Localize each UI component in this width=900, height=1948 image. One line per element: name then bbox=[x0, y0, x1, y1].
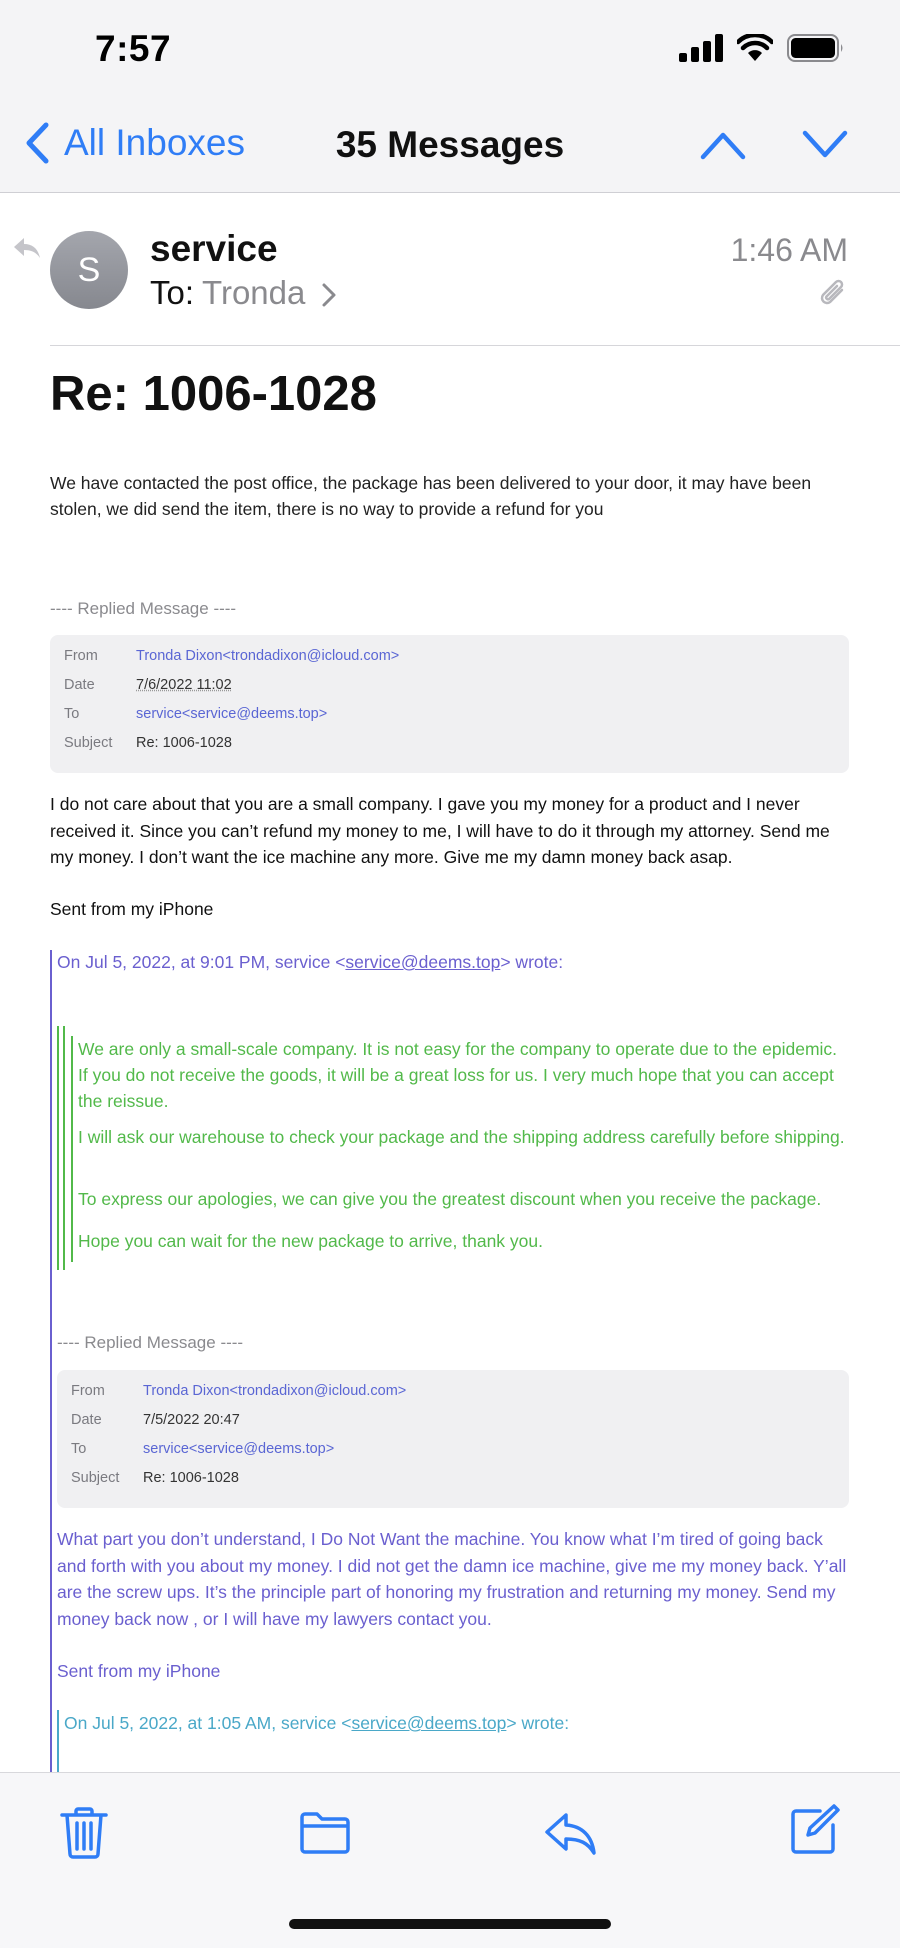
quoted-paragraph: To express our apologies, we can give you the greatest discount when you receive the package. bbox=[78, 1189, 822, 1209]
back-label: All Inboxes bbox=[64, 122, 245, 163]
meta-to[interactable]: service<service@deems.top> bbox=[136, 706, 328, 722]
quote-header bbox=[57, 949, 857, 975]
customer-message-body: I do not care about that you are a small company. I gave you my money for a product and I never received it. Since you can’t refund my money to me, I will have to do it through my attorney. Send me my money. I don’t want the ice machine any more. Give me my damn money back asap. bbox=[50, 794, 830, 867]
quote-bar bbox=[57, 1026, 59, 1270]
meta-key: Date bbox=[64, 677, 95, 693]
replied-message-header bbox=[50, 635, 849, 773]
reply-icon[interactable] bbox=[544, 1811, 596, 1857]
meta-key: Date bbox=[71, 1412, 102, 1428]
replied-indicator-icon bbox=[12, 236, 42, 260]
chevron-left-icon bbox=[24, 122, 50, 164]
quote-header-prefix: On Jul 5, 2022, at 1:05 AM, service < bbox=[64, 1713, 352, 1733]
chevron-right-icon bbox=[321, 282, 337, 308]
meta-key: To bbox=[64, 706, 80, 722]
meta-key: From bbox=[71, 1383, 105, 1399]
meta-subject: Re: 1006-1028 bbox=[136, 735, 232, 751]
status-time: 7:57 bbox=[95, 28, 172, 69]
quote-header-prefix: On Jul 5, 2022, at 9:01 PM, service < bbox=[57, 952, 346, 972]
home-indicator[interactable] bbox=[289, 1919, 611, 1929]
nav-title: 35 Messages bbox=[335, 124, 565, 165]
status-bar bbox=[0, 0, 900, 100]
recipient-name[interactable]: Tronda bbox=[202, 274, 306, 311]
meta-key: From bbox=[64, 648, 98, 664]
quote-bar bbox=[50, 950, 52, 1772]
previous-message-button[interactable] bbox=[700, 130, 746, 160]
meta-date: 7/5/2022 20:47 bbox=[143, 1412, 240, 1428]
compose-icon[interactable] bbox=[790, 1803, 840, 1855]
replied-message-header bbox=[57, 1370, 849, 1508]
quoted-signature: Sent from my iPhone bbox=[57, 1661, 221, 1681]
attachment-icon bbox=[818, 278, 848, 310]
status-icons bbox=[679, 34, 845, 62]
meta-to[interactable]: service<service@deems.top> bbox=[143, 1441, 335, 1457]
replied-message-label: ---- Replied Message ---- bbox=[50, 599, 237, 618]
quoted-paragraph: I will ask our warehouse to check your package and the shipping address carefully before shipping. bbox=[78, 1127, 845, 1147]
quote-bar bbox=[63, 1026, 65, 1270]
battery-icon bbox=[787, 34, 845, 62]
quote-header-suffix: > wrote: bbox=[500, 952, 564, 972]
quote-bar bbox=[71, 1036, 73, 1262]
bottom-toolbar bbox=[0, 1772, 900, 1948]
quote-header-suffix: > wrote: bbox=[506, 1713, 570, 1733]
to-line[interactable] bbox=[150, 274, 337, 312]
to-label: To: bbox=[150, 274, 195, 311]
header-divider bbox=[50, 345, 900, 346]
email-link[interactable]: service@deems.top bbox=[351, 1713, 507, 1733]
cellular-signal-icon bbox=[679, 34, 723, 62]
trash-icon[interactable] bbox=[60, 1807, 108, 1859]
wifi-icon bbox=[737, 34, 773, 62]
meta-subject: Re: 1006-1028 bbox=[143, 1470, 239, 1486]
meta-from[interactable]: Tronda Dixon<trondadixon@icloud.com> bbox=[136, 648, 400, 664]
signature: Sent from my iPhone bbox=[50, 899, 214, 919]
message-time: 1:46 AM bbox=[730, 232, 848, 268]
quoted-paragraph: Hope you can wait for the new package to arrive, thank you. bbox=[78, 1231, 543, 1251]
replied-message-label: ---- Replied Message ---- bbox=[57, 1333, 244, 1352]
reply-body: We have contacted the post office, the package has been delivered to your door, it may have been stolen, we did send the item, there is no way to provide a refund for you bbox=[50, 473, 812, 519]
nav-bar bbox=[0, 100, 900, 193]
email-subject: Re: 1006-1028 bbox=[50, 367, 377, 421]
back-button[interactable] bbox=[24, 122, 245, 164]
meta-date[interactable]: 7/6/2022 11:02 bbox=[136, 677, 232, 693]
sender-name[interactable]: service bbox=[150, 228, 278, 269]
meta-from[interactable]: Tronda Dixon<trondadixon@icloud.com> bbox=[143, 1383, 407, 1399]
quote-bar bbox=[57, 1710, 59, 1772]
next-message-button[interactable] bbox=[802, 130, 848, 160]
meta-key: Subject bbox=[64, 735, 113, 751]
message-content[interactable] bbox=[0, 198, 900, 1772]
email-link[interactable]: service@deems.top bbox=[345, 952, 501, 972]
meta-key: Subject bbox=[71, 1470, 120, 1486]
folder-icon[interactable] bbox=[298, 1811, 352, 1855]
quoted-paragraph: We are only a small-scale company. It is not easy for the company to operate due to the epidemic. If you do not receive the goods, it will be a great loss for us. I very much hope that you can accept the reissue. bbox=[78, 1039, 838, 1111]
avatar[interactable]: S bbox=[50, 231, 128, 309]
quote-header bbox=[64, 1710, 864, 1736]
quoted-customer-body: What part you don’t understand, I Do Not Want the machine. You know what I’m tired of going back and forth with you about my money. I did not get the damn ice machine, give me my money back. Y’all are the screw ups. It’s the principle part of honoring my frustration and returning my money. Send my money back now , or I will have my lawyers contact you. bbox=[57, 1529, 847, 1629]
meta-key: To bbox=[71, 1441, 87, 1457]
